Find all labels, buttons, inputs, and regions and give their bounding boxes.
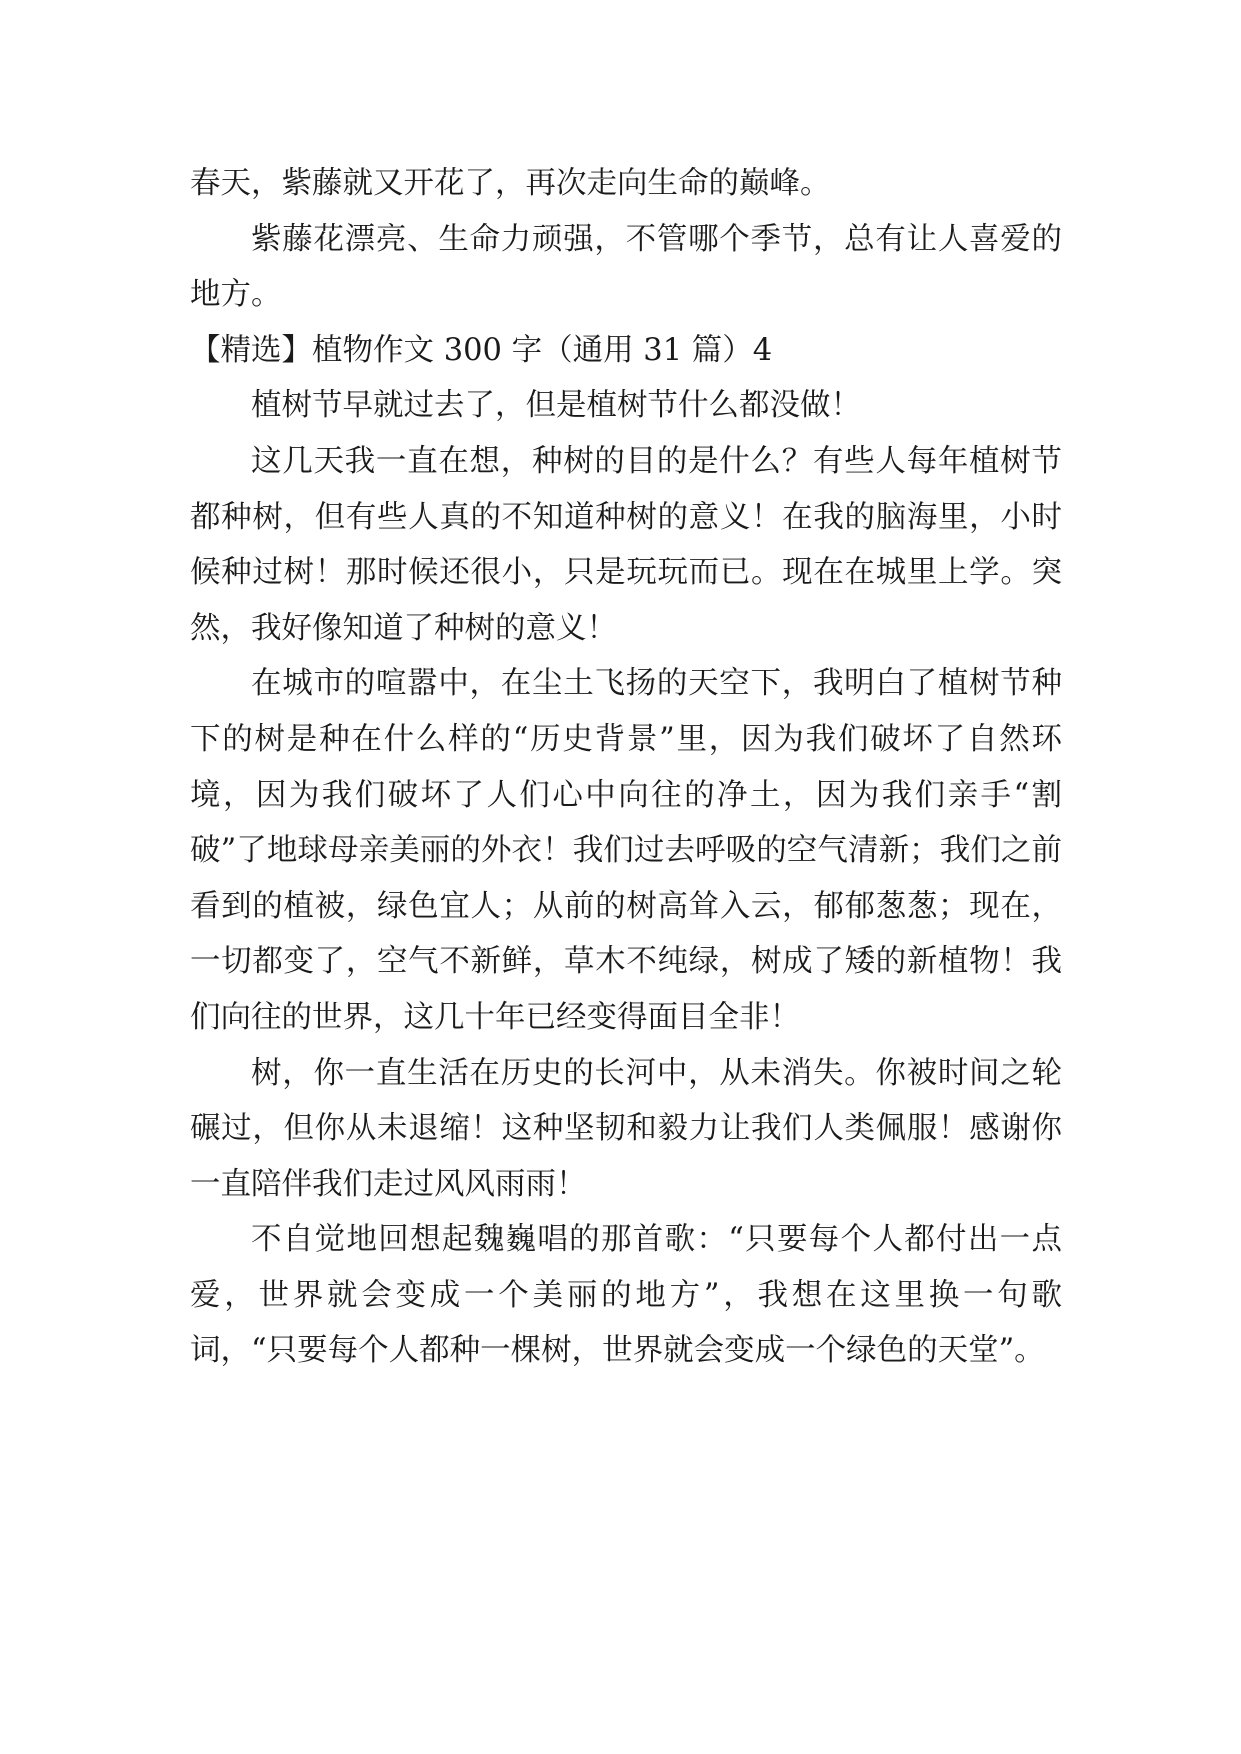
document-body xyxy=(190,156,1062,1379)
section-heading: 【精选】植物作文 300 字（通用 31 篇）4 xyxy=(190,332,773,368)
paragraph: 在城市的喧嚣中，在尘土飞扬的天空下，我明白了植树节种下的树是种在什么样的“历史背景”里，因为我们破坏了自然环境，因为我们破坏了人们心中向往的净土，因为我们亲手“割破”了地球母亲美丽的外衣！我们过去呼吸的空气清新；我们之前看到的植被，绿色宜人；从前的树高耸入云，郁郁葱葱；现在，一切都变了，空气不新鲜，草木不纯绿，树成了矮的新植物！我们向往的世界，这几十年已经变得面目全非！ xyxy=(190,666,1062,1035)
paragraph: 不自觉地回想起魏巍唱的那首歌：“只要每个人都付出一点爱，世界就会变成一个美丽的地方”，我想在这里换一句歌词，“只要每个人都种一棵树，世界就会变成一个绿色的天堂”。 xyxy=(190,1222,1062,1369)
paragraph: 紫藤花漂亮、生命力顽强，不管哪个季节，总有让人喜爱的地方。 xyxy=(190,221,1062,313)
paragraph: 春天，紫藤就又开花了，再次走向生命的巅峰。 xyxy=(190,166,831,201)
paragraph: 树，你一直生活在历史的长河中，从未消失。你被时间之轮碾过，但你从未退缩！这种坚韧和毅力让我们人类佩服！感谢你一直陪伴我们走过风风雨雨！ xyxy=(190,1055,1062,1202)
paragraph: 植树节早就过去了，但是植树节什么都没做！ xyxy=(251,388,861,424)
paragraph: 这几天我一直在想，种树的目的是什么？有些人每年植树节都种树，但有些人真的不知道种树的意义！在我的脑海里，小时候种过树！那时候还很小，只是玩玩而已。现在在城里上学。突然，我好像知道了种树的意义！ xyxy=(190,443,1062,646)
